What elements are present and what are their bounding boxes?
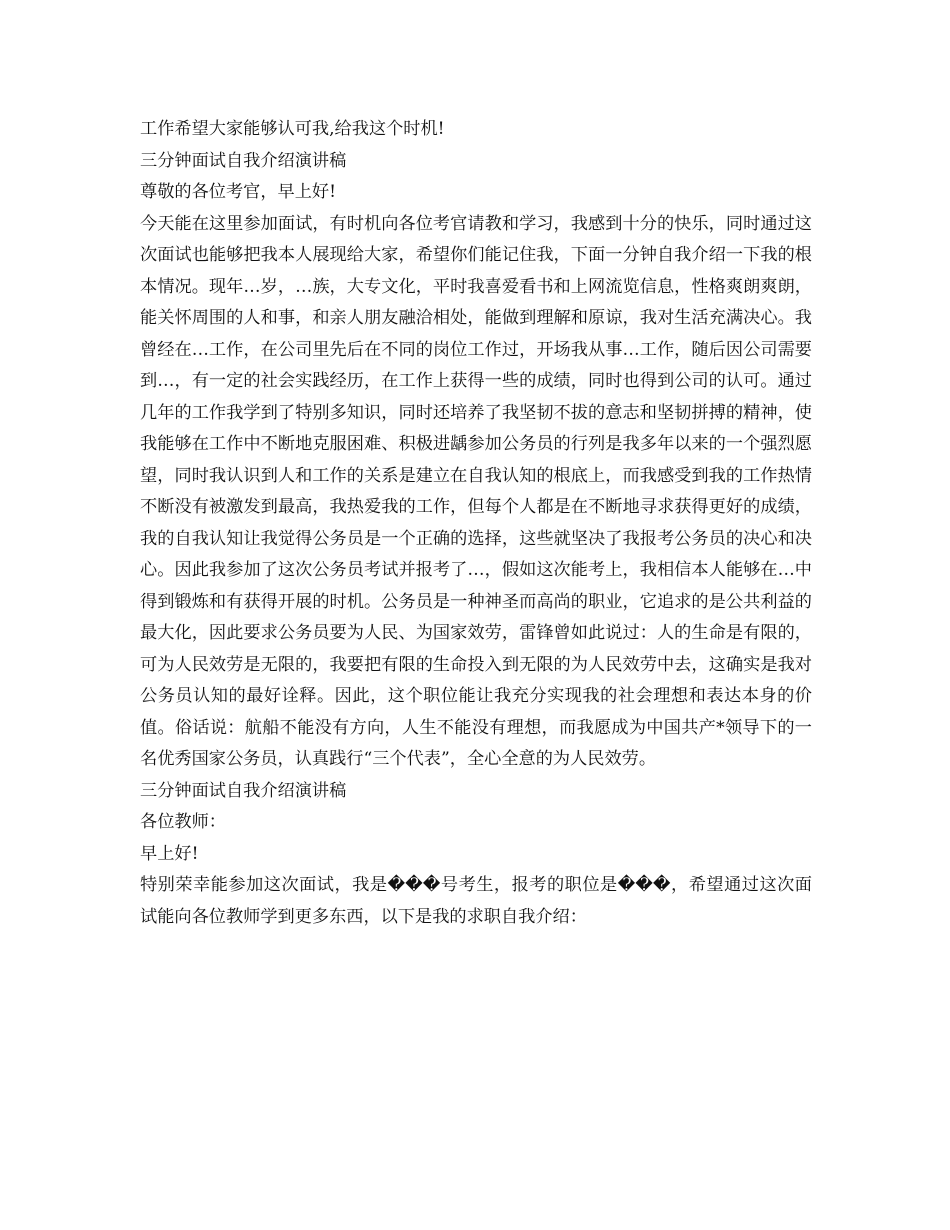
body-paragraph: 今天能在这里参加面试，有时机向各位考官请教和学习，我感到十分的快乐，同时通过这次面试也能够把我本人展现给大家，希望你们能记住我，下面一分钟自我介绍一下我的根本情况。现年…岁，…族，大专文化，平时我喜爱看书和上网流览信息，性格爽朗爽朗，能关怀周围的人和事，和亲人朋友融洽相处，能做到理解和原谅，我对生活充满决心。我曾经在…工作，在公司里先后在不同的岗位工作过，开场我从事…工作，随后因公司需要到…，有一定的社会实践经历，在工作上获得一些的成绩，同时也得到公司的认可。通过几年的工作我学到了特别多知识，同时还培养了我坚韧不拔的意志和坚韧拼搏的精神，使我能够在工作中不断地克服困难、积极进龋参加公务员的行列是我多年以来的一个强烈愿望，同时我认识到人和工作的关系是建立在自我认知的根底上，而我感受到我的工作热情不断没有被激发到最高，我热爱我的工作，但每个人都是在不断地寻求获得更好的成绩，我的自我认知让我觉得公务员是一个正确的选择，这些就坚决了我报考公务员的决心和决心。因此我参加了这次公务员考试并报考了…，假如这次能考上，我相信本人能够在…中得到锻炼和有获得开展的时机。公务员是一种神圣而高尚的职业，它追求的是公共利益的最大化，因此要求公务员要为人民、为国家效劳，雷锋曾如此说过：人的生命是有限的，可为人民效劳是无限的，我要把有限的生命投入到无限的为人民效劳中去，这确实是我对公务员认知的最好诠释。因此，这个职位能让我充分实现我的社会理想和表达本身的价值。俗话说：航船不能没有方向，人生不能没有理想，而我愿成为中国共产*领导下的一名优秀国家公务员，认真践行“三个代表”，全心全意的为人民效劳。: [140, 213, 812, 769]
closing-line: 工作希望大家能够认可我,给我这个时机!: [140, 119, 445, 139]
salutation-line: 各位教师：: [140, 812, 226, 832]
section-heading-2: 三分钟面试自我介绍演讲稿: [140, 780, 347, 801]
body-paragraph-2: 特别荣幸能参加这次面试，我是���号考生，报考的职位是���，希望通过这次面试能向各位教师学到更多东西，以下是我的求职自我介绍：: [140, 875, 812, 927]
section-heading: 三分钟面试自我介绍演讲稿: [140, 150, 347, 171]
greeting-line-2: 早上好!: [140, 843, 199, 864]
greeting-line: 尊敬的各位考官，早上好!: [140, 182, 336, 202]
document-body: [140, 114, 812, 933]
